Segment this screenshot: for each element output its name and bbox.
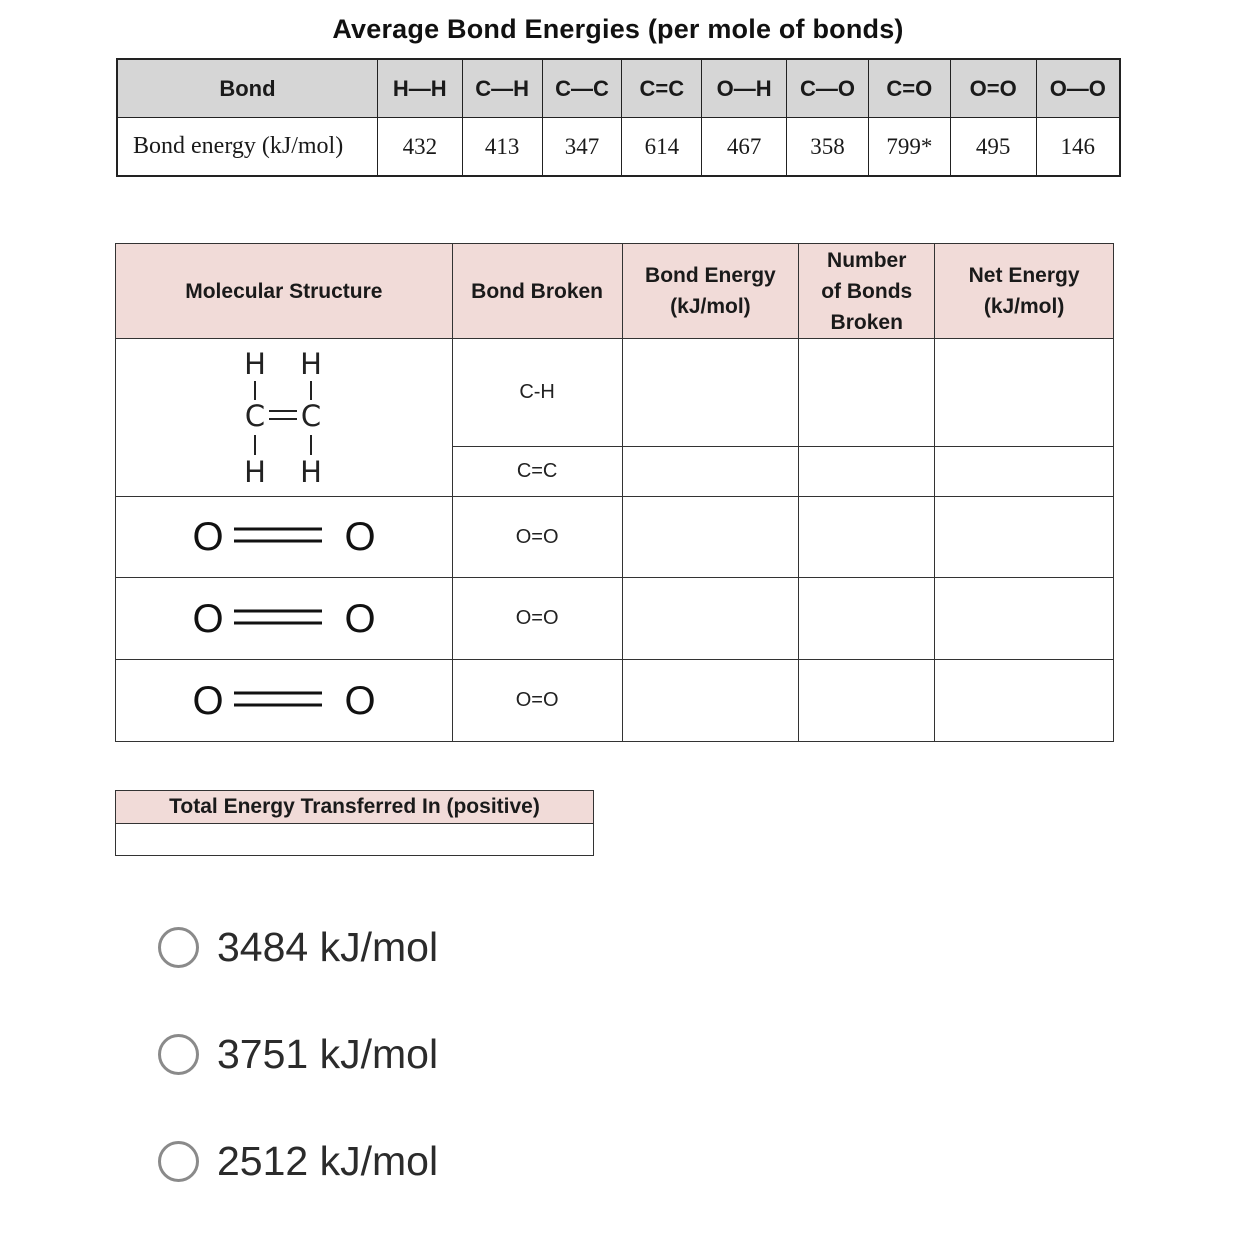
table-row: [116, 660, 1114, 742]
atom-o: O: [192, 515, 224, 559]
header-number-line3: Broken: [830, 310, 903, 334]
header-bond-energy-line2: (kJ/mol): [670, 295, 751, 318]
atom-o: O: [344, 678, 376, 723]
worksheet-header-row: [116, 244, 1114, 339]
bond-energy-value: 799*: [868, 118, 950, 177]
header-net-line2: (kJ/mol): [983, 295, 1065, 318]
table-row: [116, 497, 1114, 578]
bond-energy-cell[interactable]: [622, 497, 799, 578]
header-number-line1: Number: [827, 248, 907, 272]
net-energy-cell[interactable]: [935, 447, 1114, 497]
total-energy-cell[interactable]: [116, 824, 594, 856]
header-bond-energy-line1: Bond Energy: [645, 264, 776, 287]
bond-name: C—H: [462, 59, 542, 118]
bond-energy-cell[interactable]: [622, 339, 799, 447]
bond-name: O—H: [702, 59, 787, 118]
bond-broken-cell: C=C: [452, 447, 622, 497]
header-number-of-bonds: [799, 244, 935, 339]
number-of-bonds-cell[interactable]: [799, 339, 935, 447]
bond-name: O=O: [950, 59, 1036, 118]
number-of-bonds-cell[interactable]: [799, 447, 935, 497]
o2-diagram: [184, 512, 384, 562]
bond-energy-value: 432: [377, 118, 462, 177]
bond-energy-value: 467: [702, 118, 787, 177]
bond-energy-cell[interactable]: [622, 578, 799, 660]
ethylene-diagram: [214, 343, 354, 493]
atom-o: O: [344, 596, 376, 641]
net-energy-cell[interactable]: [935, 578, 1114, 660]
header-number-line2: of Bonds: [821, 279, 913, 303]
o2-diagram: [184, 676, 384, 726]
total-energy-label: Total Energy Transferred In (positive): [116, 791, 594, 824]
number-of-bonds-cell[interactable]: [799, 497, 935, 578]
bond-broken-cell: O=O: [452, 578, 622, 660]
answer-option-3[interactable]: [158, 1138, 438, 1185]
bond-energy-value: 347: [542, 118, 622, 177]
table-row: [116, 339, 1114, 447]
atom-h: H: [243, 346, 266, 381]
header-molecular-structure: Molecular Structure: [116, 244, 453, 339]
bond-energy-value: 614: [622, 118, 702, 177]
oxygen-structure: [116, 497, 453, 578]
header-net-line1: Net Energy: [968, 264, 1080, 287]
answer-option-label: 3484 kJ/mol: [217, 924, 439, 970]
net-energy-cell[interactable]: [935, 660, 1114, 742]
o2-diagram: [184, 594, 384, 644]
bond-energy-row-label: Bond energy (kJ/mol): [117, 118, 377, 177]
header-net-energy: [935, 244, 1114, 339]
number-of-bonds-cell[interactable]: [799, 578, 935, 660]
bond-name: C=C: [622, 59, 702, 118]
ethylene-structure: [116, 339, 453, 497]
net-energy-cell[interactable]: [935, 497, 1114, 578]
bond-energy-cell[interactable]: [622, 447, 799, 497]
atom-o: O: [344, 515, 376, 559]
bond-energy-value: 495: [950, 118, 1036, 177]
atom-o: O: [192, 596, 224, 641]
bond-energy-value: 358: [787, 118, 869, 177]
bond-name: C—C: [542, 59, 622, 118]
bond-energy-cell[interactable]: [622, 660, 799, 742]
bond-broken-cell: O=O: [452, 497, 622, 578]
oxygen-structure: [116, 660, 453, 742]
number-of-bonds-cell[interactable]: [799, 660, 935, 742]
total-energy-table: [115, 790, 594, 856]
atom-h: H: [299, 346, 322, 381]
bond-energy-value: 146: [1036, 118, 1120, 177]
bond-name: O—O: [1036, 59, 1120, 118]
bond-header-label: Bond: [117, 59, 377, 118]
worksheet-table: [115, 243, 1114, 742]
answer-option-2[interactable]: [158, 1031, 438, 1078]
atom-o: O: [192, 678, 224, 723]
answer-option-1[interactable]: [158, 924, 438, 971]
bond-table-title: Average Bond Energies (per mole of bonds): [332, 14, 904, 44]
net-energy-cell[interactable]: [935, 339, 1114, 447]
header-bond-energy: [622, 244, 799, 339]
atom-h: H: [243, 454, 266, 489]
radio-button[interactable]: [158, 1034, 199, 1075]
bond-name: C=O: [868, 59, 950, 118]
bond-broken-cell: C-H: [452, 339, 622, 447]
bond-broken-cell: O=O: [452, 660, 622, 742]
atom-h: H: [299, 454, 322, 489]
answer-option-label: 3751 kJ/mol: [217, 1031, 439, 1077]
bond-name: H—H: [377, 59, 462, 118]
bond-energy-table: [116, 58, 1121, 177]
oxygen-structure: [116, 578, 453, 660]
atom-c: C: [300, 398, 321, 433]
bond-header-row: [117, 59, 1120, 118]
radio-button[interactable]: [158, 927, 199, 968]
atom-c: C: [244, 398, 265, 433]
table-row: [116, 578, 1114, 660]
bond-energy-value: 413: [462, 118, 542, 177]
bond-name: C—O: [787, 59, 869, 118]
bond-energy-row: [117, 118, 1120, 177]
header-bond-broken: Bond Broken: [452, 244, 622, 339]
radio-button[interactable]: [158, 1141, 199, 1182]
answer-option-label: 2512 kJ/mol: [217, 1138, 439, 1184]
